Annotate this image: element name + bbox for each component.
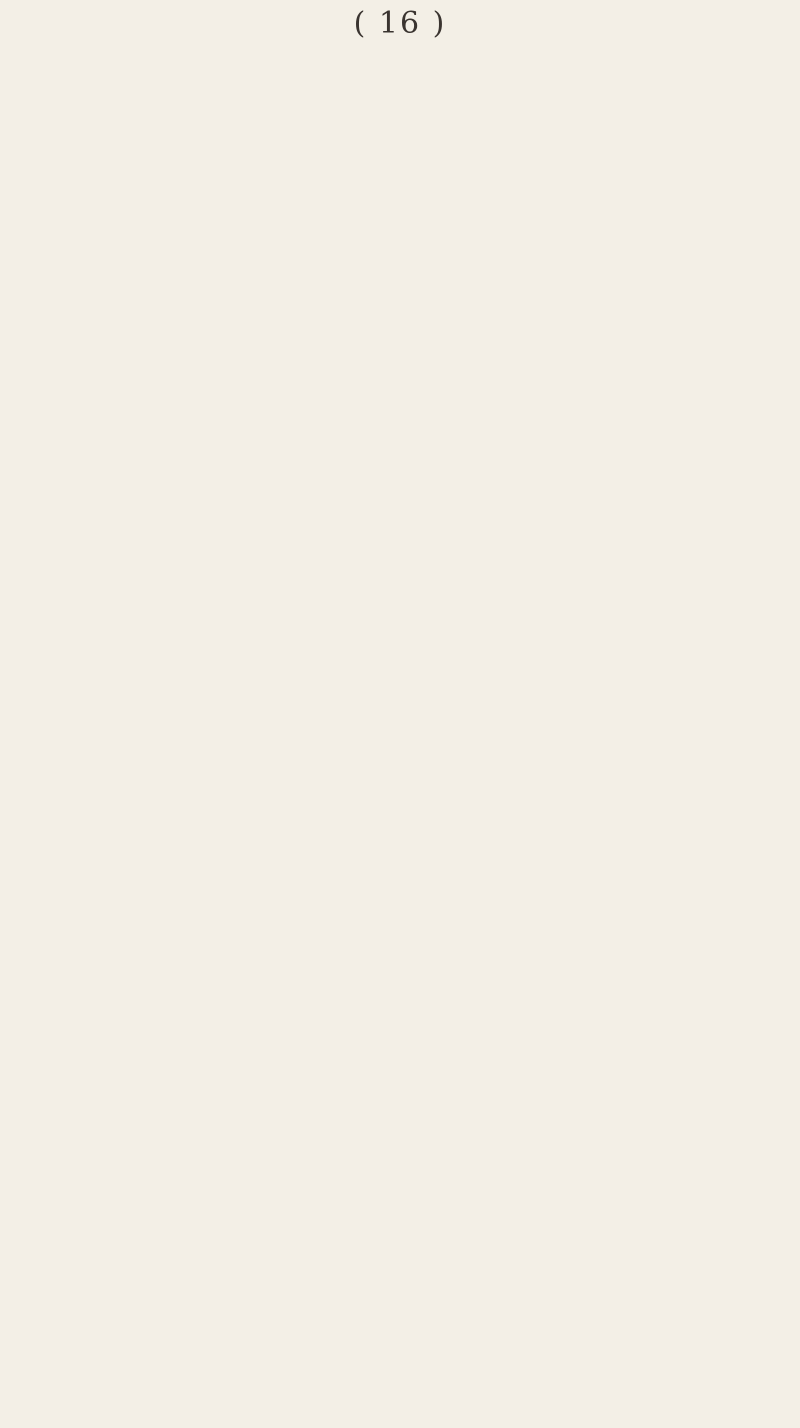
page-number: ( 16 )	[353, 6, 447, 41]
